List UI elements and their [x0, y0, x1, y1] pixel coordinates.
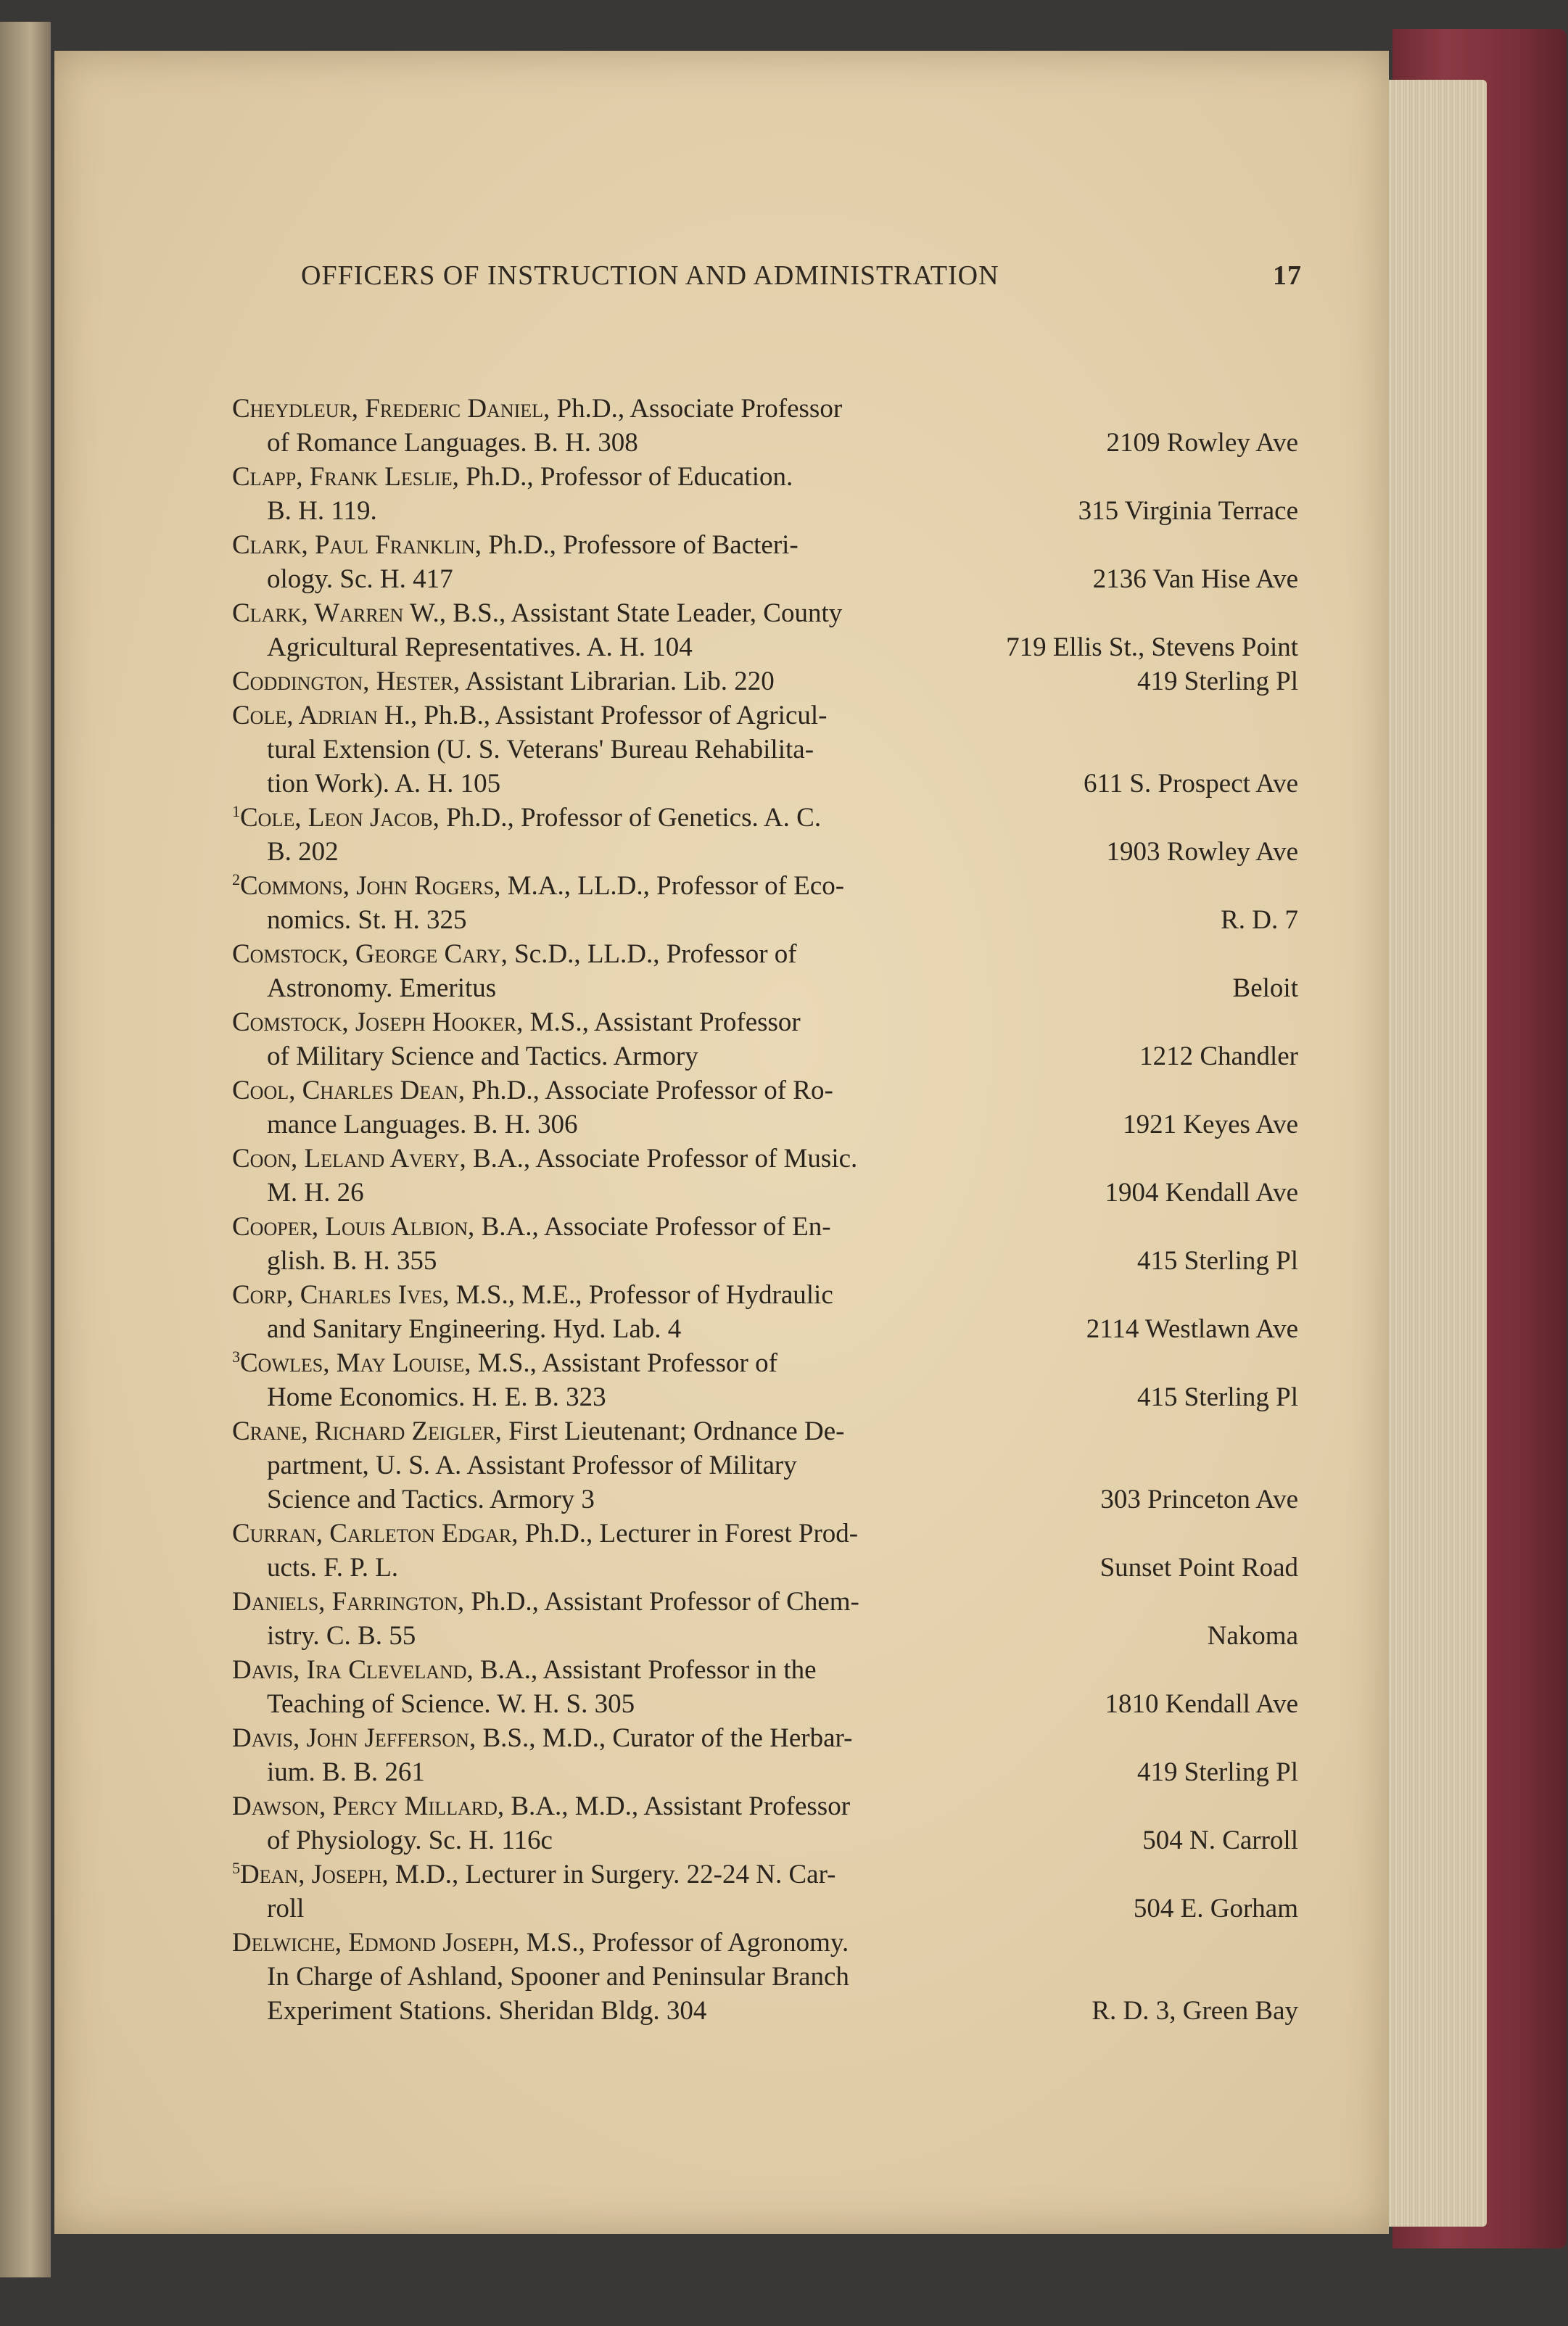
entry-first-line [232, 801, 1298, 835]
entry-text: roll [267, 1894, 305, 1923]
entry-continuation-line [232, 835, 1298, 869]
footnote-marker: 2 [232, 870, 240, 888]
directory-entry [232, 596, 1298, 664]
entry-text: glish. B. H. 355 [267, 1246, 437, 1276]
entry-text: of Military Science and Tactics. Armory [267, 1042, 698, 1071]
entry-text: istry. C. B. 55 [267, 1621, 416, 1651]
directory-entry [232, 460, 1298, 528]
directory-entry [232, 528, 1298, 596]
facing-page-gutter [0, 22, 51, 2277]
entry-text: First Lieutenant; Ordnance De- [508, 1416, 845, 1446]
entry-first-line [232, 1517, 1298, 1551]
entry-name: Comstock, Joseph Hooker, [232, 1007, 524, 1037]
entry-text: partment, U. S. A. Assistant Professor of Military [267, 1451, 797, 1480]
entry-text: M.S., M.E., Professor of Hydraulic [455, 1280, 833, 1310]
entry-text: nomics. St. H. 325 [267, 905, 467, 935]
entry-text: B. 202 [267, 837, 339, 867]
entry-name: Clark, Warren [232, 598, 404, 628]
entry-text: Ph.D., Professor of Genetics. A. C. [446, 803, 822, 833]
entry-address: Nakoma [1207, 1621, 1298, 1651]
entry-text: M.S., Assistant Professor [529, 1007, 801, 1037]
directory-entry [232, 1278, 1298, 1346]
entry-address: 1810 Kendall Ave [1105, 1689, 1298, 1719]
entry-first-line [232, 1073, 1298, 1108]
entry-address: 2109 Rowley Ave [1106, 428, 1298, 458]
directory-entry [232, 1926, 1298, 2028]
entry-text: M.S., Professor of Agronomy. [526, 1928, 849, 1958]
entry-continuation-line [232, 1482, 1298, 1517]
entry-address: R. D. 3, Green Bay [1092, 1996, 1298, 2026]
entry-name: Davis, John Jefferson, [232, 1723, 476, 1753]
entry-text: M.D., Lecturer in Surgery. 22-24 N. Car- [395, 1860, 836, 1889]
entry-continuation-line [232, 426, 1298, 460]
entry-address: 719 Ellis St., Stevens Point [1006, 632, 1298, 662]
entry-first-line [232, 664, 1298, 698]
directory-entry [232, 801, 1298, 869]
directory-entries [232, 392, 1298, 2028]
entry-text: of Physiology. Sc. H. 116c [267, 1826, 553, 1855]
entry-address: 315 Virginia Terrace [1078, 496, 1298, 526]
entry-text: B.A., Associate Professor of En- [481, 1212, 831, 1242]
directory-entry [232, 664, 1298, 698]
directory-entry [232, 937, 1298, 1005]
entry-text: ium. B. B. 261 [267, 1757, 425, 1787]
entry-text: Ph.D., Lecturer in Forest Prod- [524, 1519, 859, 1548]
entry-name: Cole, Leon Jacob, [240, 803, 440, 833]
entry-text: Teaching of Science. W. H. S. 305 [267, 1689, 635, 1719]
directory-entry [232, 1414, 1298, 1517]
directory-entry [232, 1585, 1298, 1653]
entry-address: 419 Sterling Pl [1136, 1757, 1298, 1787]
entry-name: Cowles, May Louise, [240, 1348, 471, 1378]
entry-continuation-line [232, 1755, 1298, 1789]
entry-continuation-line [232, 1994, 1298, 2028]
entry-first-line [232, 1721, 1298, 1755]
entry-address: 419 Sterling Pl [1136, 667, 1298, 696]
entry-address: 303 Princeton Ave [1100, 1485, 1298, 1514]
directory-entry [232, 1142, 1298, 1210]
entry-name: Cole, Adrian [232, 701, 378, 730]
entry-name: Coddington, Hester, [232, 667, 461, 696]
entry-text: ology. Sc. H. 417 [267, 564, 453, 594]
entry-continuation-line [232, 562, 1298, 596]
entry-continuation-line [232, 1823, 1298, 1857]
entry-continuation-line [232, 630, 1298, 664]
entry-first-line [232, 460, 1298, 494]
entry-continuation-line [232, 494, 1298, 528]
entry-address: 1904 Kendall Ave [1105, 1178, 1298, 1208]
entry-address: 2114 Westlawn Ave [1086, 1314, 1298, 1344]
entry-text: Ph.D., Professore of Bacteri- [488, 530, 799, 560]
entry-name: Crane, Richard Zeigler, [232, 1416, 502, 1446]
entry-name: Dean, Joseph, [240, 1860, 389, 1889]
page-number: 17 [1273, 260, 1302, 291]
entry-first-line [232, 1789, 1298, 1823]
entry-text: M.S., Assistant Professor of [477, 1348, 777, 1378]
entry-first-line [232, 1857, 1298, 1892]
entry-text: Ph.D., Assistant Professor of Chem- [471, 1587, 859, 1617]
entry-continuation-line [232, 767, 1298, 801]
entry-text: and Sanitary Engineering. Hyd. Lab. 4 [267, 1314, 682, 1344]
entry-address: 611 S. Prospect Ave [1084, 769, 1298, 799]
entry-text: Experiment Stations. Sheridan Bldg. 304 [267, 1996, 707, 2026]
entry-continuation-line [232, 1960, 1298, 1994]
directory-entry [232, 1346, 1298, 1414]
running-head-title: OFFICERS OF INSTRUCTION AND ADMINISTRATION [301, 260, 999, 291]
directory-entry [232, 1653, 1298, 1721]
directory-entry [232, 1517, 1298, 1585]
directory-entry [232, 1789, 1298, 1857]
entry-name: Dawson, Percy Millard, [232, 1791, 505, 1821]
directory-entry [232, 1857, 1298, 1926]
directory-entry [232, 1210, 1298, 1278]
entry-continuation-line [232, 1039, 1298, 1073]
entry-name: Coon, Leland Avery, [232, 1144, 466, 1174]
entry-continuation-line [232, 1312, 1298, 1346]
entry-text: M. H. 26 [267, 1178, 364, 1208]
book-page [54, 51, 1389, 2234]
entry-continuation-line [232, 1108, 1298, 1142]
entry-continuation-line [232, 1551, 1298, 1585]
entry-continuation-line [232, 733, 1298, 767]
entry-text: Agricultural Representatives. A. H. 104 [267, 632, 693, 662]
entry-first-line [232, 1005, 1298, 1039]
entry-first-line [232, 869, 1298, 903]
entry-text: B.S., M.D., Curator of the Herbar- [482, 1723, 853, 1753]
entry-name: Clark, Paul Franklin, [232, 530, 482, 560]
entry-address: R. D. 7 [1221, 905, 1298, 935]
entry-text: B.A., Associate Professor of Music. [472, 1144, 858, 1174]
directory-entry [232, 869, 1298, 937]
entry-name: Commons, John Rogers, [240, 871, 501, 901]
directory-entry [232, 1005, 1298, 1073]
entry-address: 504 E. Gorham [1133, 1894, 1298, 1923]
entry-first-line [232, 1142, 1298, 1176]
footnote-marker: 5 [232, 1859, 240, 1877]
footnote-marker: 3 [232, 1348, 240, 1366]
entry-address: 415 Sterling Pl [1136, 1246, 1298, 1276]
footnote-marker: 1 [232, 802, 240, 820]
entry-first-line [232, 1926, 1298, 1960]
entry-first-line [232, 1653, 1298, 1687]
entry-address: 504 N. Carroll [1142, 1826, 1298, 1855]
entry-name: Cooper, Louis Albion, [232, 1212, 475, 1242]
entry-first-line [232, 596, 1298, 630]
entry-name: Davis, Ira Cleveland, [232, 1655, 474, 1685]
entry-text: tion Work). A. H. 105 [267, 769, 501, 799]
entry-address: Beloit [1232, 973, 1298, 1003]
entry-first-line [232, 1585, 1298, 1619]
entry-name: Cool, Charles Dean, [232, 1076, 466, 1105]
entry-continuation-line [232, 903, 1298, 937]
entry-name: Cheydleur, Frederic Daniel, [232, 394, 550, 424]
entry-name: Curran, Carleton Edgar, [232, 1519, 519, 1548]
entry-continuation-line [232, 971, 1298, 1005]
entry-address: 1903 Rowley Ave [1106, 837, 1298, 867]
entry-address: 2136 Van Hise Ave [1092, 564, 1298, 594]
entry-text: W., B.S., Assistant State Leader, County [409, 598, 843, 628]
entry-first-line [232, 1210, 1298, 1244]
directory-entry [232, 698, 1298, 801]
entry-first-line [232, 1278, 1298, 1312]
entry-name: Daniels, Farrington, [232, 1587, 465, 1617]
entry-text: Science and Tactics. Armory 3 [267, 1485, 595, 1514]
entry-continuation-line [232, 1448, 1298, 1482]
entry-text: H., Ph.B., Assistant Professor of Agricul- [384, 701, 828, 730]
entry-first-line [232, 1346, 1298, 1380]
entry-name: Corp, Charles Ives, [232, 1280, 450, 1310]
directory-entry [232, 1721, 1298, 1789]
entry-text: M.A., LL.D., Professor of Eco- [507, 871, 845, 901]
entry-first-line [232, 392, 1298, 426]
entry-text: Home Economics. H. E. B. 323 [267, 1382, 606, 1412]
entry-name: Comstock, George Cary, [232, 939, 508, 969]
entry-continuation-line [232, 1619, 1298, 1653]
entry-text: B. H. 119. [267, 496, 377, 526]
entry-text: Ph.D., Professor of Education. [466, 462, 793, 492]
entry-first-line [232, 528, 1298, 562]
entry-text: Assistant Librarian. Lib. 220 [465, 667, 775, 696]
entry-continuation-line [232, 1176, 1298, 1210]
entry-address: Sunset Point Road [1099, 1553, 1298, 1583]
entry-first-line [232, 937, 1298, 971]
entry-address: 1212 Chandler [1139, 1042, 1298, 1071]
entry-text: of Romance Languages. B. H. 308 [267, 428, 638, 458]
entry-text: Ph.D., Associate Professor [556, 394, 843, 424]
entry-continuation-line [232, 1892, 1298, 1926]
entry-text: Astronomy. Emeritus [267, 973, 497, 1003]
running-head [301, 260, 1302, 303]
directory-entry [232, 392, 1298, 460]
entry-address: 1921 Keyes Ave [1123, 1110, 1298, 1139]
entry-text: mance Languages. B. H. 306 [267, 1110, 578, 1139]
entry-text: Sc.D., LL.D., Professor of [514, 939, 797, 969]
entry-text: Ph.D., Associate Professor of Ro- [471, 1076, 833, 1105]
entry-text: B.A., Assistant Professor in the [480, 1655, 817, 1685]
entry-continuation-line [232, 1244, 1298, 1278]
entry-address: 415 Sterling Pl [1136, 1382, 1298, 1412]
entry-continuation-line [232, 1380, 1298, 1414]
entry-name: Clapp, Frank Leslie, [232, 462, 459, 492]
directory-entry [232, 1073, 1298, 1142]
entry-name: Delwiche, Edmond Joseph, [232, 1928, 520, 1958]
entry-text: In Charge of Ashland, Spooner and Peninsular Branch [267, 1962, 849, 1992]
entry-first-line [232, 1414, 1298, 1448]
entry-text: ucts. F. P. L. [267, 1553, 399, 1583]
entry-continuation-line [232, 1687, 1298, 1721]
entry-text: tural Extension (U. S. Veterans' Bureau Rehabilita- [267, 735, 814, 764]
entry-first-line [232, 698, 1298, 733]
entry-text: B.A., M.D., Assistant Professor [511, 1791, 851, 1821]
